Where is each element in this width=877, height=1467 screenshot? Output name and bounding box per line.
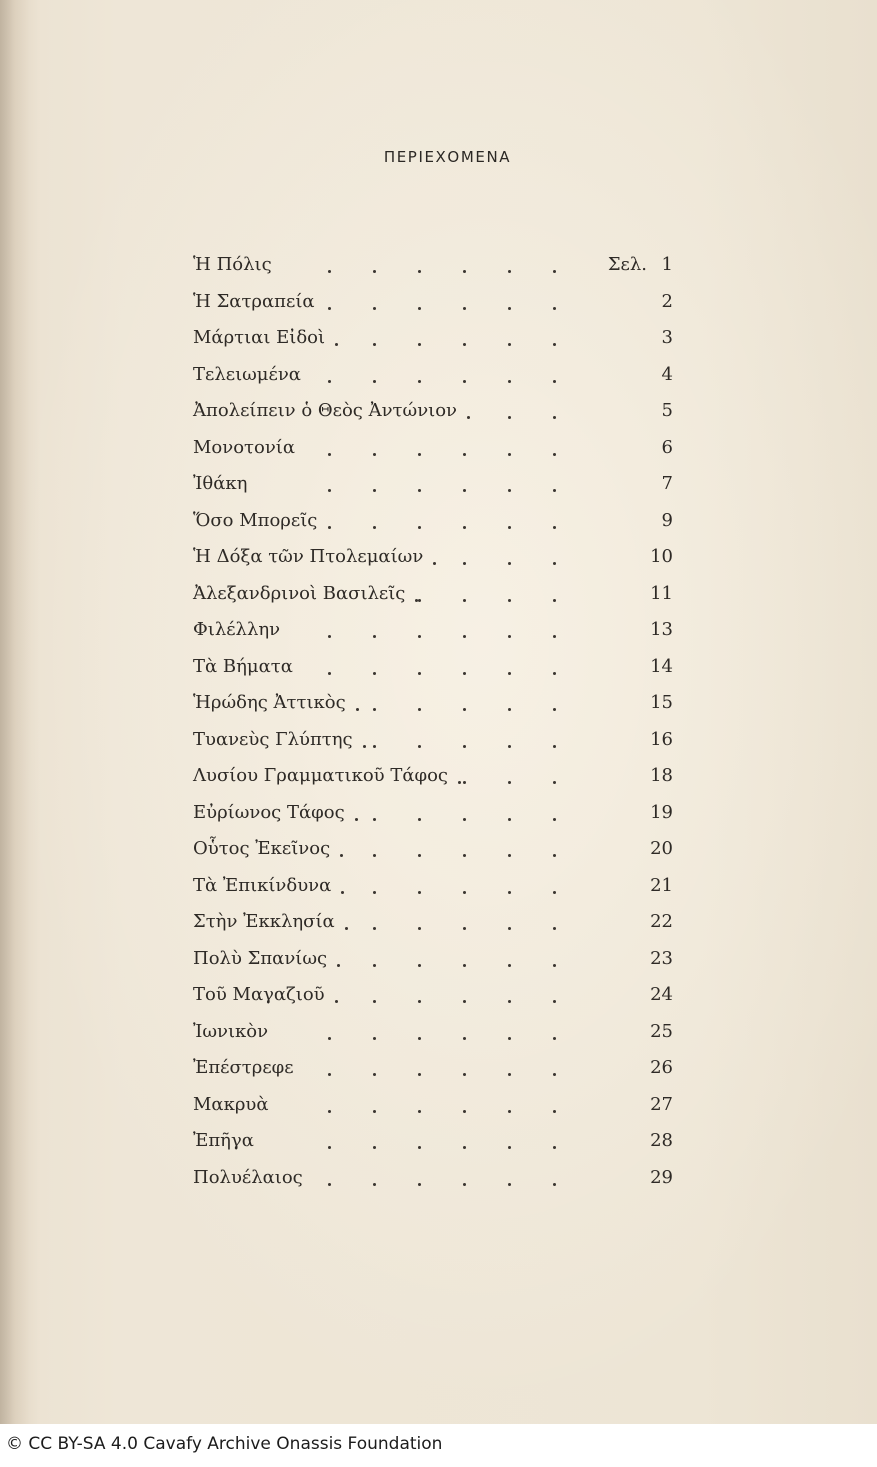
toc-entry-page: 6 bbox=[661, 436, 673, 458]
leader-dot bbox=[337, 964, 340, 967]
toc-entry-page: 13 bbox=[650, 619, 673, 640]
leader-dot bbox=[418, 964, 421, 967]
leader-dot bbox=[553, 343, 556, 346]
leader-dot bbox=[463, 1073, 466, 1076]
leader-dot bbox=[508, 489, 511, 492]
leader-dot bbox=[373, 635, 376, 638]
toc-entry-page: 5 bbox=[661, 400, 673, 421]
toc-entry bbox=[193, 653, 683, 690]
toc-entry-title: Μάρτιαι Εἰδοὶ bbox=[193, 327, 326, 348]
toc-entry-page: 1 bbox=[661, 254, 673, 275]
toc-entry-title: Ἡ Πόλις bbox=[193, 254, 272, 275]
leader-dot bbox=[508, 1183, 511, 1186]
leader-dot bbox=[508, 1037, 511, 1040]
leader-dot bbox=[463, 708, 466, 711]
leader-dot bbox=[418, 854, 421, 857]
leader-dot bbox=[463, 964, 466, 967]
toc-entry-page: 24 bbox=[650, 984, 673, 1005]
leader-dot bbox=[463, 562, 466, 565]
leader-dot bbox=[418, 745, 421, 748]
leader-dot bbox=[328, 526, 331, 529]
leader-dot bbox=[418, 380, 421, 383]
leader-dot bbox=[418, 635, 421, 638]
leader-dot bbox=[328, 307, 331, 310]
toc-entry bbox=[193, 616, 683, 653]
leader-dot bbox=[508, 891, 511, 894]
toc-entry bbox=[193, 762, 683, 799]
leader-dot bbox=[373, 489, 376, 492]
leader-dot bbox=[373, 453, 376, 456]
leader-dot bbox=[553, 891, 556, 894]
toc-entry-page: 23 bbox=[650, 947, 673, 969]
leader-dot bbox=[328, 1073, 331, 1076]
leader-dot bbox=[373, 343, 376, 346]
toc-entry-title: Εὐρίωνος Τάφος bbox=[193, 801, 345, 823]
leader-dot bbox=[553, 270, 556, 273]
toc-entry-page: 22 bbox=[650, 911, 673, 932]
leader-dot bbox=[463, 489, 466, 492]
toc-entry-title: Στὴν Ἐκκλησία bbox=[193, 911, 335, 932]
toc-entry-page: 26 bbox=[650, 1057, 673, 1078]
toc-entry bbox=[193, 251, 683, 288]
leader-dot bbox=[508, 672, 511, 675]
toc-heading: ΠΕΡΙΕΧΟΜΕΝΑ bbox=[383, 148, 512, 166]
leader-dot bbox=[373, 380, 376, 383]
toc-entry bbox=[193, 543, 683, 580]
toc-entry-title: Μονοτονία bbox=[193, 436, 295, 458]
toc-entry-page: 25 bbox=[650, 1020, 673, 1042]
leader-dot bbox=[553, 708, 556, 711]
toc-entry-title: Ἡ Σατραπεία bbox=[193, 290, 315, 312]
leader-dot bbox=[373, 270, 376, 273]
leader-dot bbox=[418, 1110, 421, 1113]
leader-dot bbox=[373, 891, 376, 894]
leader-dot bbox=[553, 416, 556, 419]
license-credit: © CC BY-SA 4.0 Cavafy Archive Onassis Foundation bbox=[6, 1434, 443, 1454]
leader-dot bbox=[373, 927, 376, 930]
toc-entry-page: 9 bbox=[661, 509, 673, 531]
leader-dot bbox=[418, 927, 421, 930]
leader-dot bbox=[418, 1146, 421, 1149]
leader-dot bbox=[508, 781, 511, 784]
leader-dot bbox=[553, 562, 556, 565]
leader-dot bbox=[418, 526, 421, 529]
leader-dot bbox=[553, 818, 556, 821]
leader-dot bbox=[508, 854, 511, 857]
toc-entry-page: 11 bbox=[650, 582, 673, 604]
leader-dot bbox=[463, 854, 466, 857]
toc-entry bbox=[193, 799, 683, 836]
leader-dot bbox=[463, 1146, 466, 1149]
binding-gutter bbox=[0, 0, 40, 1424]
leader-dot bbox=[553, 1110, 556, 1113]
leader-dot bbox=[373, 708, 376, 711]
leader-dot bbox=[508, 818, 511, 821]
toc-entry bbox=[193, 689, 683, 726]
leader-dot bbox=[328, 270, 331, 273]
toc-entry bbox=[193, 981, 683, 1018]
leader-dot bbox=[418, 599, 421, 602]
leader-dot bbox=[508, 927, 511, 930]
toc-entry-title: Μακρυὰ bbox=[193, 1093, 269, 1115]
toc-entry bbox=[193, 288, 683, 325]
leader-dot bbox=[553, 1146, 556, 1149]
toc-entry-page: 29 bbox=[650, 1166, 673, 1188]
leader-dot bbox=[418, 672, 421, 675]
leader-dot bbox=[508, 1073, 511, 1076]
toc-entry bbox=[193, 945, 683, 982]
leader-dot bbox=[553, 1037, 556, 1040]
leader-dot bbox=[463, 781, 466, 784]
toc-entry-title: Τελειωμένα bbox=[193, 363, 301, 385]
leader-dot bbox=[418, 891, 421, 894]
toc-entry bbox=[193, 835, 683, 872]
leader-dot bbox=[418, 1073, 421, 1076]
leader-dot bbox=[418, 270, 421, 273]
leader-dot bbox=[553, 964, 556, 967]
leader-dot bbox=[508, 453, 511, 456]
toc-entry bbox=[193, 1164, 683, 1201]
toc-entry-title: Λυσίου Γραμματικοῦ Τάφος bbox=[193, 765, 449, 786]
toc-entry bbox=[193, 397, 683, 434]
toc-entry bbox=[193, 361, 683, 398]
leader-dot bbox=[508, 307, 511, 310]
leader-dot bbox=[553, 489, 556, 492]
toc-entry bbox=[193, 470, 683, 507]
leader-dot bbox=[340, 854, 343, 857]
leader-dot bbox=[508, 635, 511, 638]
leader-dot bbox=[418, 453, 421, 456]
leader-dot bbox=[553, 526, 556, 529]
leader-dot bbox=[508, 270, 511, 273]
leader-dot bbox=[328, 1183, 331, 1186]
toc-entry-page: 20 bbox=[650, 838, 673, 859]
leader-dot bbox=[508, 708, 511, 711]
leader-dot bbox=[463, 599, 466, 602]
leader-dot bbox=[373, 1146, 376, 1149]
toc-entry-title: Ἐπέστρεφε bbox=[193, 1057, 294, 1078]
leader-dot bbox=[328, 489, 331, 492]
leader-dot bbox=[553, 1000, 556, 1003]
toc-entry-page: 7 bbox=[661, 473, 673, 494]
leader-dot bbox=[328, 380, 331, 383]
toc-entry bbox=[193, 580, 683, 617]
leader-dot bbox=[418, 307, 421, 310]
leader-dot bbox=[373, 1110, 376, 1113]
toc-entry-page: 27 bbox=[650, 1093, 673, 1115]
toc-entry bbox=[193, 434, 683, 471]
leader-dot bbox=[418, 1000, 421, 1003]
leader-dot bbox=[373, 1073, 376, 1076]
leader-dot bbox=[328, 672, 331, 675]
leader-dot bbox=[508, 1146, 511, 1149]
leader-dot bbox=[328, 635, 331, 638]
toc-entry bbox=[193, 1091, 683, 1128]
leader-dot bbox=[373, 745, 376, 748]
leader-dot bbox=[415, 599, 418, 602]
leader-dot bbox=[553, 599, 556, 602]
toc-entry-page: 10 bbox=[650, 546, 673, 567]
toc-entry bbox=[193, 908, 683, 945]
leader-dot bbox=[463, 1037, 466, 1040]
leader-dot bbox=[553, 307, 556, 310]
toc-entry-title: Ἰωνικὸν bbox=[193, 1020, 269, 1042]
footer-bar bbox=[0, 1424, 877, 1467]
leader-dot bbox=[356, 708, 359, 711]
leader-dot bbox=[463, 307, 466, 310]
leader-dot bbox=[463, 526, 466, 529]
leader-dot bbox=[553, 635, 556, 638]
leader-dot bbox=[463, 891, 466, 894]
toc-entry-title: Τὰ Βήματα bbox=[193, 655, 293, 677]
leader-dot bbox=[553, 854, 556, 857]
leader-dot bbox=[418, 343, 421, 346]
leader-dot bbox=[467, 416, 470, 419]
leader-dot bbox=[433, 562, 436, 565]
leader-dot bbox=[355, 818, 358, 821]
toc-entry-title: Οὗτος Ἐκεῖνος bbox=[193, 838, 331, 859]
leader-dot bbox=[463, 453, 466, 456]
leader-dot bbox=[463, 1000, 466, 1003]
leader-dot bbox=[328, 1110, 331, 1113]
toc-entry-title: Ὅσο Μπορεῖς bbox=[193, 509, 318, 531]
toc-entry-title: Τὰ Ἐπικίνδυνα bbox=[193, 874, 332, 896]
toc-entry-title: Πολὺ Σπανίως bbox=[193, 947, 328, 969]
leader-dot bbox=[508, 416, 511, 419]
toc-entry-title: Ἀλεξανδρινοὶ Βασιλεῖς bbox=[193, 582, 406, 604]
leader-dot bbox=[553, 1183, 556, 1186]
leader-dot bbox=[553, 927, 556, 930]
leader-dot bbox=[373, 307, 376, 310]
leader-dot bbox=[463, 1183, 466, 1186]
leader-dot bbox=[373, 964, 376, 967]
toc-entry bbox=[193, 507, 683, 544]
leader-dot bbox=[508, 526, 511, 529]
leader-dot bbox=[458, 781, 461, 784]
toc-entry-title: Τυανεὺς Γλύπτης bbox=[193, 728, 353, 750]
table-of-contents bbox=[193, 251, 683, 1200]
leader-dot bbox=[328, 453, 331, 456]
toc-entry bbox=[193, 726, 683, 763]
toc-entry-title: Ἡρώδης Ἀττικὸς bbox=[193, 692, 346, 713]
toc-entry-title: Ἐπῆγα bbox=[193, 1130, 254, 1151]
toc-entry-page: 28 bbox=[650, 1130, 673, 1151]
leader-dot bbox=[335, 1000, 338, 1003]
toc-entry-title: Ἡ Δόξα τῶν Πτολεμαίων bbox=[193, 546, 424, 567]
leader-dot bbox=[373, 818, 376, 821]
leader-dot bbox=[508, 964, 511, 967]
leader-dot bbox=[363, 745, 366, 748]
leader-dot bbox=[553, 781, 556, 784]
toc-entry bbox=[193, 324, 683, 361]
dot-leader bbox=[193, 470, 683, 498]
leader-dot bbox=[463, 1110, 466, 1113]
leader-dot bbox=[345, 927, 348, 930]
toc-entry-title: Φιλέλλην bbox=[193, 619, 281, 640]
toc-entry-title: Ἀπολείπειν ὁ Θεὸς Ἀντώνιον bbox=[193, 400, 457, 421]
leader-dot bbox=[373, 672, 376, 675]
leader-dot bbox=[553, 745, 556, 748]
leader-dot bbox=[508, 343, 511, 346]
toc-entry-page: 4 bbox=[661, 363, 673, 385]
leader-dot bbox=[328, 1146, 331, 1149]
leader-dot bbox=[463, 745, 466, 748]
leader-dot bbox=[508, 562, 511, 565]
toc-entry bbox=[193, 1018, 683, 1055]
toc-entry-title: Ἰθάκη bbox=[193, 473, 248, 494]
leader-dot bbox=[553, 672, 556, 675]
leader-dot bbox=[553, 1073, 556, 1076]
leader-dot bbox=[463, 818, 466, 821]
leader-dot bbox=[373, 1183, 376, 1186]
leader-dot bbox=[335, 343, 338, 346]
toc-entry-page: 19 bbox=[650, 801, 673, 823]
leader-dot bbox=[508, 380, 511, 383]
leader-dot bbox=[463, 927, 466, 930]
toc-entry-page: 14 bbox=[650, 655, 673, 677]
toc-entry bbox=[193, 872, 683, 909]
toc-entry bbox=[193, 1127, 683, 1164]
leader-dot bbox=[373, 1037, 376, 1040]
dot-leader bbox=[193, 1127, 683, 1155]
toc-entry-title: Τοῦ Μαγαζιοῦ bbox=[193, 984, 325, 1005]
leader-dot bbox=[463, 270, 466, 273]
leader-dot bbox=[508, 745, 511, 748]
leader-dot bbox=[553, 380, 556, 383]
leader-dot bbox=[508, 599, 511, 602]
leader-dot bbox=[463, 635, 466, 638]
leader-dot bbox=[373, 1000, 376, 1003]
toc-entry-page: 3 bbox=[661, 327, 673, 348]
leader-dot bbox=[463, 380, 466, 383]
leader-dot bbox=[418, 489, 421, 492]
leader-dot bbox=[463, 672, 466, 675]
leader-dot bbox=[418, 1183, 421, 1186]
page-abbreviation: Σελ. bbox=[607, 254, 647, 275]
leader-dot bbox=[341, 891, 344, 894]
leader-dot bbox=[553, 453, 556, 456]
toc-entry-page: 15 bbox=[650, 692, 673, 713]
leader-dot bbox=[508, 1000, 511, 1003]
toc-entry-page: 16 bbox=[650, 728, 673, 750]
toc-entry bbox=[193, 1054, 683, 1091]
leader-dot bbox=[418, 1037, 421, 1040]
leader-dot bbox=[373, 526, 376, 529]
leader-dot bbox=[418, 708, 421, 711]
toc-entry-page: 2 bbox=[661, 290, 673, 312]
toc-entry-page: 21 bbox=[650, 874, 673, 896]
leader-dot bbox=[418, 818, 421, 821]
leader-dot bbox=[328, 1037, 331, 1040]
leader-dot bbox=[463, 343, 466, 346]
leader-dot bbox=[373, 854, 376, 857]
leader-dot bbox=[508, 1110, 511, 1113]
toc-entry-title: Πολυέλαιος bbox=[193, 1166, 303, 1188]
toc-entry-page: 18 bbox=[650, 765, 673, 786]
